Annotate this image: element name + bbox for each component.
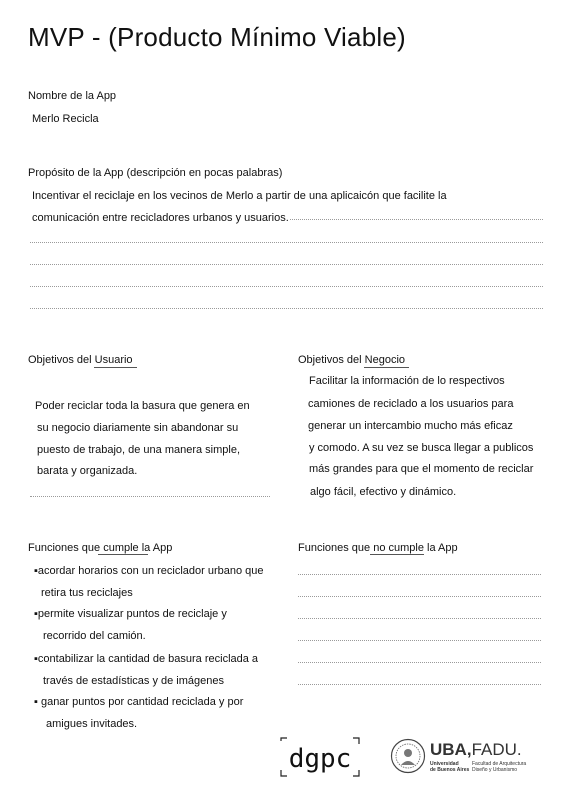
business-goals-line-6: algo fácil, efectivo y dinámico. <box>310 486 457 498</box>
feature-line-1: ▪acordar horarios con un reciclador urbano que <box>34 565 264 577</box>
business-goals-line-4: y comodo. A su vez se busca llegar a publicos <box>309 442 534 454</box>
dotted-line <box>298 640 541 641</box>
purpose-label: Propósito de la App (descripción en pocas palabras) <box>28 167 283 179</box>
dotted-line <box>30 286 543 287</box>
user-goals-line-3: puesto de trabajo, de una manera simple, <box>37 444 241 456</box>
dgpc-logo <box>279 736 361 778</box>
uba-fadu-logo <box>390 738 540 778</box>
feature-line-6: través de estadísticas y de imágenes <box>43 675 224 687</box>
dotted-line <box>298 618 541 619</box>
underline <box>94 367 137 368</box>
uba-subtitle: Universidad de Buenos Aires <box>430 761 470 773</box>
underline <box>370 554 424 555</box>
dotted-line <box>30 308 543 309</box>
user-goals-line-1: Poder reciclar toda la basura que genera en <box>35 400 250 412</box>
page-title: MVP - (Producto Mínimo Viable) <box>28 22 406 52</box>
dotted-line <box>30 242 543 243</box>
dgpc-logo-text: dgpc <box>288 744 352 774</box>
dotted-line <box>298 596 541 597</box>
business-goals-line-2: camiones de reciclado a los usuarios para <box>308 398 514 410</box>
underline <box>98 554 148 555</box>
feature-line-8: amigues invitades. <box>46 718 138 730</box>
fadu-subtitle: Facultad de Arquitectura Diseño y Urbanismo <box>472 761 527 773</box>
business-goals-line-1: Facilitar la información de lo respectivos <box>309 375 505 387</box>
user-goals-label: Objetivos del Usuario <box>28 354 133 366</box>
purpose-line-2: comunicación entre recicladores urbanos y usuarios. <box>32 212 289 224</box>
uba-fadu-wordmark: UBA,FADU. <box>430 740 522 759</box>
app-name-label: Nombre de la App <box>28 90 117 102</box>
features-no-label: Funciones que no cumple la App <box>298 542 458 554</box>
user-goals-line-2: su negocio diariamente sin abandonar su <box>37 422 239 434</box>
dotted-line <box>290 219 543 220</box>
underline <box>364 367 409 368</box>
dotted-line <box>30 264 543 265</box>
business-goals-line-5: más grandes para que el momento de reciclar <box>309 463 534 475</box>
business-goals-line-3: generar un intercambio mucho más eficaz <box>308 420 513 432</box>
feature-line-2: retira tus reciclajes <box>41 587 133 599</box>
features-yes-label: Funciones que cumple la App <box>28 542 173 554</box>
feature-line-4: recorrido del camión. <box>43 630 146 642</box>
dotted-line <box>298 684 541 685</box>
feature-line-5: ▪contabilizar la cantidad de basura reciclada a <box>34 653 259 665</box>
university-seal-icon <box>390 738 426 774</box>
user-goals-line-4: barata y organizada. <box>37 465 138 477</box>
dotted-line <box>298 662 541 663</box>
feature-line-3: ▪permite visualizar puntos de reciclaje y <box>34 608 227 620</box>
business-goals-label: Objetivos del Negocio <box>298 354 406 366</box>
purpose-line-1: Incentivar el reciclaje en los vecinos de Merlo a partir de una aplicaicón que facilite la <box>32 190 447 202</box>
dotted-line <box>30 496 270 497</box>
feature-line-7: ▪ ganar puntos por cantidad reciclada y por <box>34 696 244 708</box>
app-name-value: Merlo Recicla <box>32 113 99 125</box>
dotted-line <box>298 574 541 575</box>
